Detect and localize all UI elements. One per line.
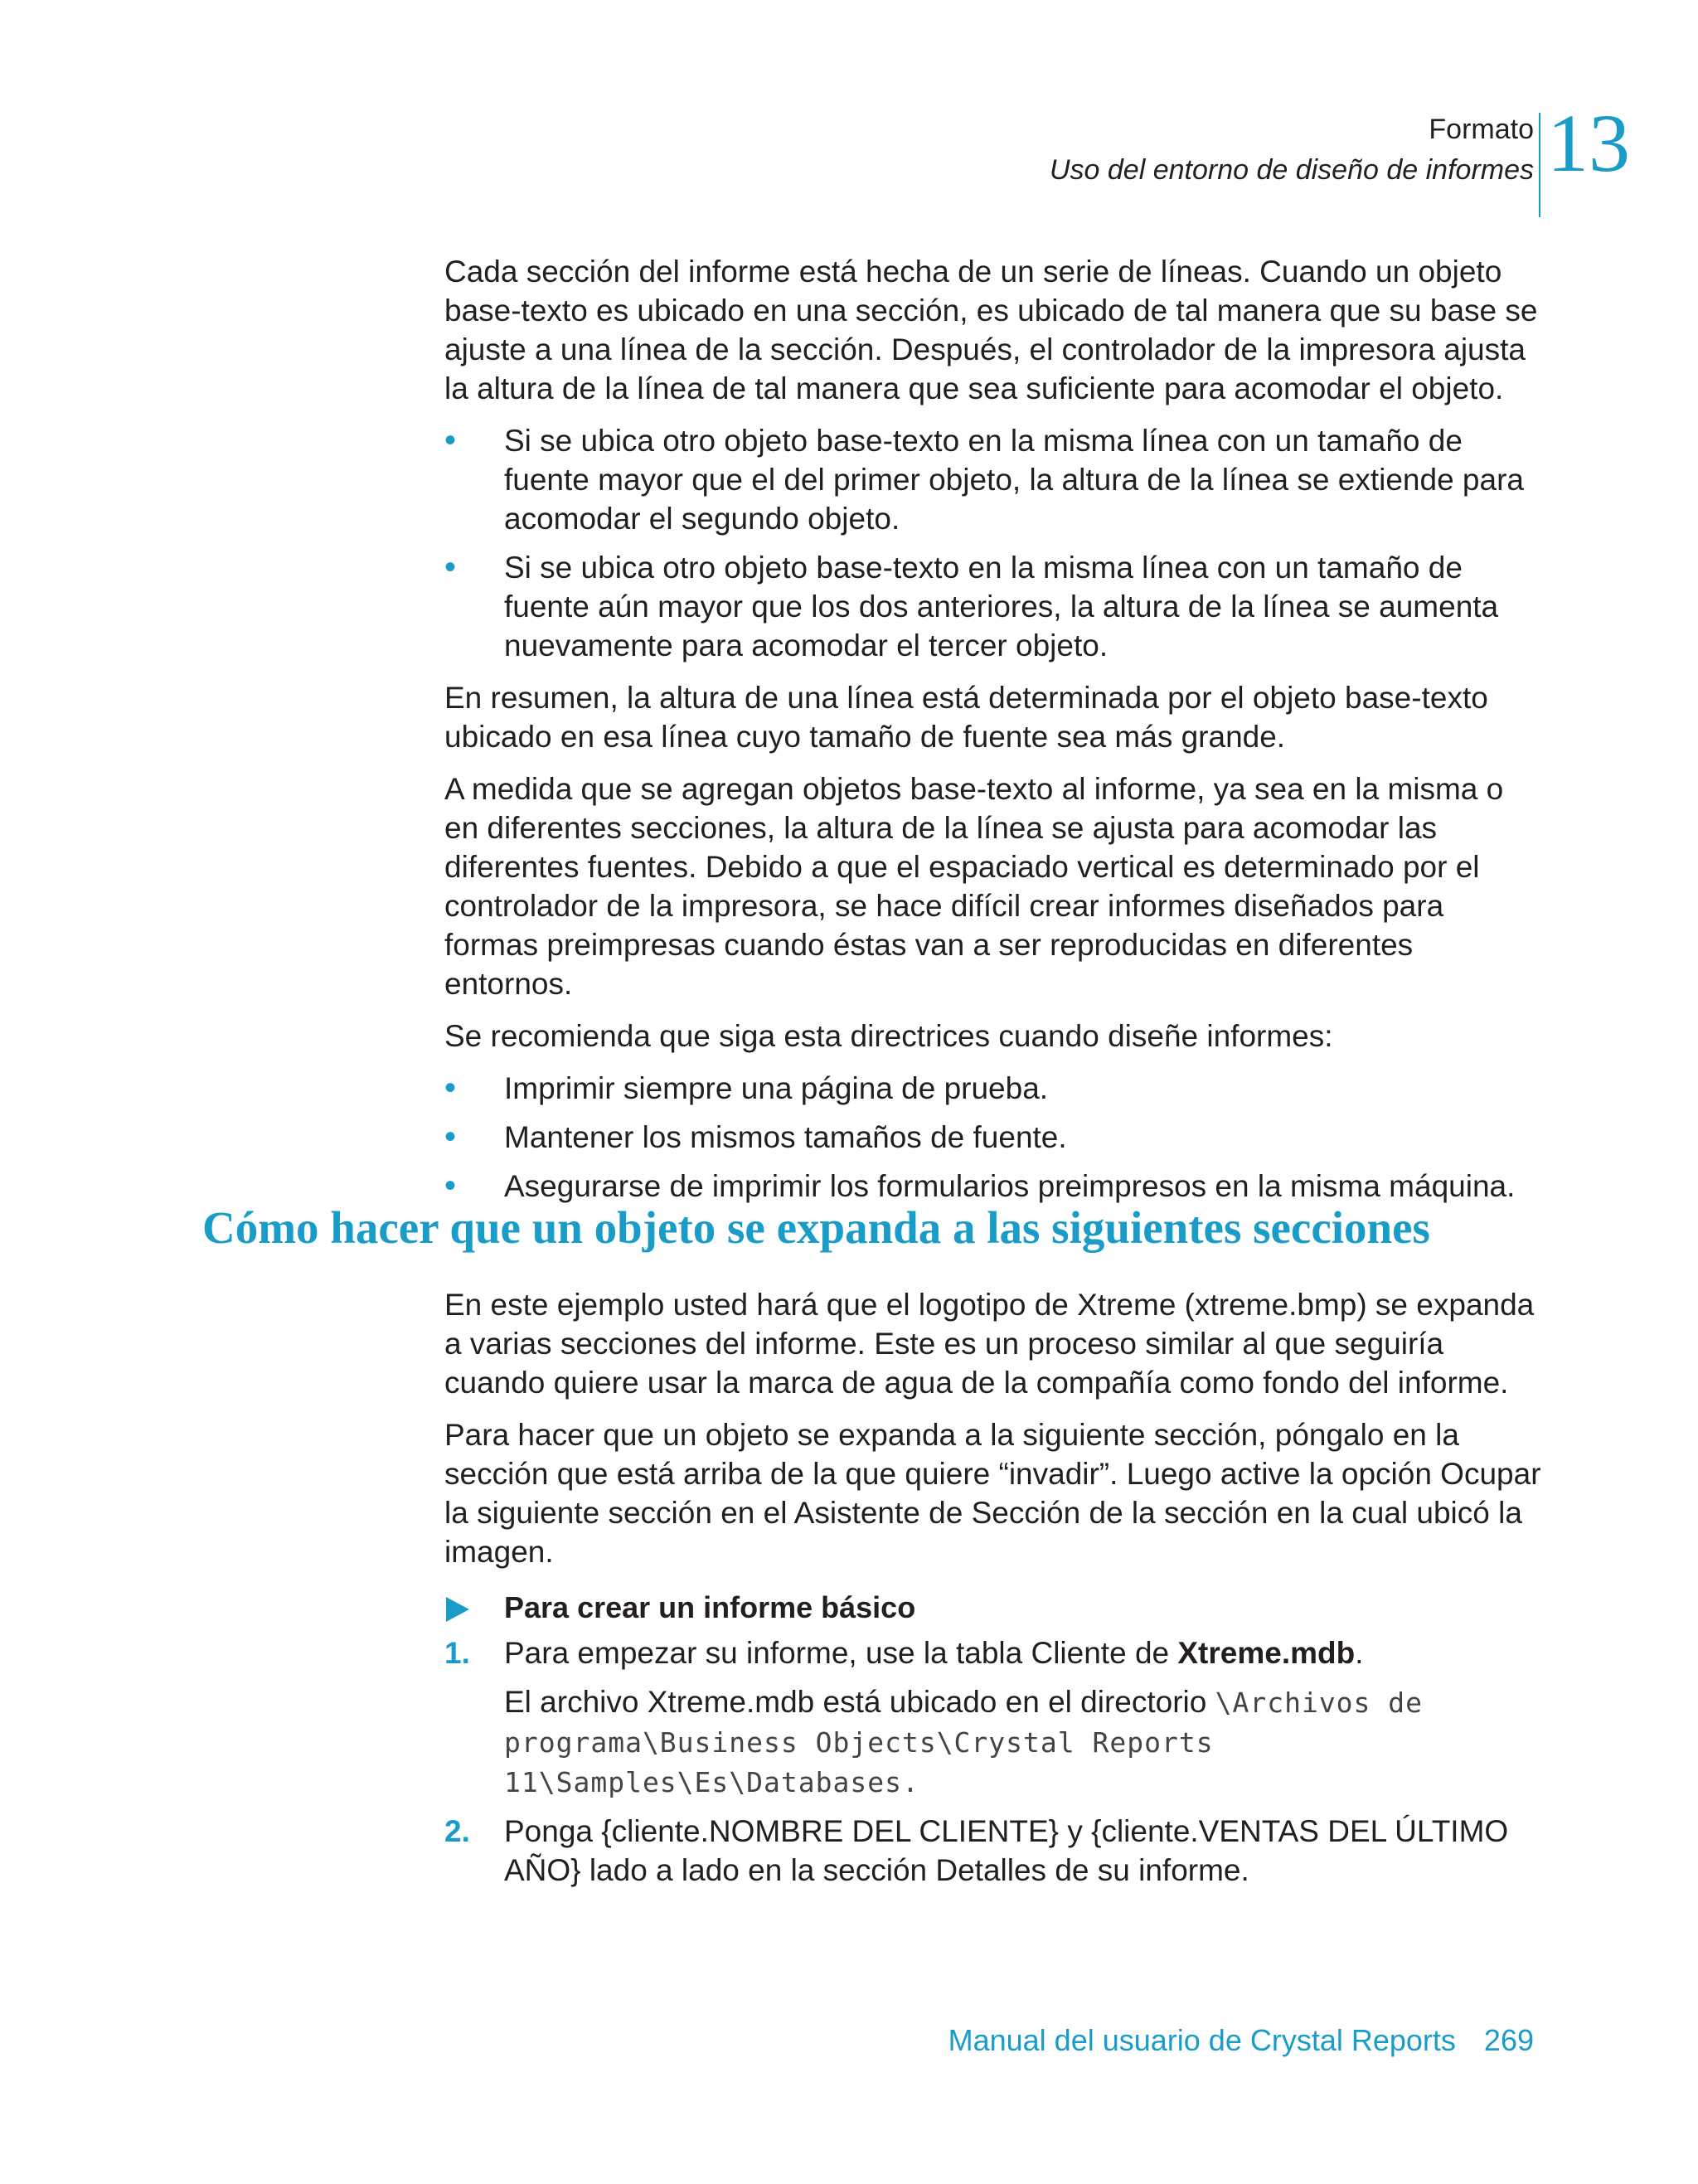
intro-paragraph-4: Se recomienda que siga esta directrices cuando diseñe informes: <box>444 1019 1333 1053</box>
procedure-heading <box>444 1588 1542 1627</box>
step-note-text: El archivo Xtreme.mdb está ubicado en el directorio <box>504 1685 1215 1719</box>
running-header <box>1050 109 1534 191</box>
list-item-text: Asegurarse de imprimir los formularios preimpresos en la misma máquina. <box>504 1169 1516 1203</box>
step-note <box>504 1682 1542 1802</box>
header-section-name: Uso del entorno de diseño de informes <box>1049 154 1534 186</box>
step-number: 1. <box>444 1636 470 1670</box>
header-divider <box>1539 113 1540 217</box>
section-heading: Cómo hacer que un objeto se expanda a las siguientes secciones <box>202 1202 1430 1253</box>
bullet-icon: • <box>444 1119 457 1155</box>
list-item-text: Mantener los mismos tamaños de fuente. <box>504 1120 1067 1154</box>
step-note-end: . <box>901 1766 919 1798</box>
list-item-text: Si se ubica otro objeto base-texto en la misma línea con un tamaño de fuente aún mayor que los dos anteriores, la altura de la línea se aumenta nuevamente para acomodar el tercer objeto. <box>504 551 1499 662</box>
header-chapter-name: Formato <box>1429 114 1534 145</box>
intro-content <box>444 252 1542 1219</box>
step-text-end: . <box>1355 1636 1364 1670</box>
step-number: 2. <box>444 1814 470 1848</box>
procedure-title: Para crear un informe básico <box>504 1590 916 1624</box>
list-item <box>444 1118 1542 1157</box>
step-text: Ponga {cliente.NOMBRE DEL CLIENTE} y {cliente.VENTAS DEL ÚLTIMO AÑO} lado a lado en la sección Detalles de su informe. <box>504 1814 1509 1887</box>
step-item <box>444 1812 1542 1890</box>
bullet-icon: • <box>444 422 457 459</box>
step-item <box>444 1633 1542 1802</box>
list-item <box>444 1069 1542 1108</box>
procedure-steps <box>444 1633 1542 1890</box>
list-item <box>444 548 1542 665</box>
bullet-icon: • <box>444 1070 457 1106</box>
section-content <box>444 1285 1542 1900</box>
page-footer <box>948 2020 1534 2061</box>
section-paragraph-1: En este ejemplo usted hará que el logotipo de Xtreme (xtreme.bmp) se expanda a varias secciones del informe. Este es un proceso similar al que seguiría cuando quiere usar la marca de agua de la compañía como fondo del informe. <box>444 1288 1535 1400</box>
bullet-icon: • <box>444 1167 457 1204</box>
intro-paragraph-2: En resumen, la altura de una línea está determinada por el objeto base-texto ubicado en esa línea cuyo tamaño de fuente sea más grande. <box>444 681 1488 754</box>
chapter-number: 13 <box>1547 97 1630 189</box>
intro-paragraph-1: Cada sección del informe está hecha de un serie de líneas. Cuando un objeto base-texto es ubicado en una sección, es ubicado de tal manera que su base se ajuste a una línea de la sección. Después, el controlador de la impresora ajusta la altura de la línea de tal manera que sea suficiente para acomodar el objeto. <box>444 255 1538 405</box>
section-paragraph-2: Para hacer que un objeto se expanda a la siguiente sección, póngalo en la sección que está arriba de la que quiere “invadir”. Luego active la opción Ocupar la siguiente sección en el Asistente de Sección de la sección en la cual ubicó la imagen. <box>444 1418 1541 1569</box>
footer-manual-title: Manual del usuario de Crystal Reports <box>948 2023 1456 2057</box>
intro-paragraph-3: A medida que se agregan objetos base-texto al informe, ya sea en la misma o en diferentes secciones, la altura de la línea se ajusta para acomodar las diferentes fuentes. Debido a que el espaciado vertical es determinado por el controlador de la impresora, se hace difícil crear informes diseñados para formas preimpresas cuando éstas van a ser reproducidas en diferentes entornos. <box>444 772 1504 1001</box>
list-item-text: Si se ubica otro objeto base-texto en la misma línea con un tamaño de fuente mayor que el del primer objeto, la altura de la línea se extiende para acomodar el segundo objeto. <box>504 424 1524 536</box>
triangle-right-icon <box>446 1597 469 1622</box>
intro-bullet-list <box>444 421 1542 665</box>
step-text: Para empezar su informe, use la tabla Cliente de <box>504 1636 1178 1670</box>
page-number: 269 <box>1483 2023 1534 2057</box>
guidelines-list <box>444 1069 1542 1206</box>
bullet-icon: • <box>444 549 457 585</box>
list-item <box>444 421 1542 538</box>
list-item-text: Imprimir siempre una página de prueba. <box>504 1071 1049 1105</box>
directory-path: \Archivos de programa\Business Objects\Crystal Reports 11\Samples\Es\Databases <box>504 1687 1424 1798</box>
step-bold-filename: Xtreme.mdb <box>1177 1636 1356 1670</box>
